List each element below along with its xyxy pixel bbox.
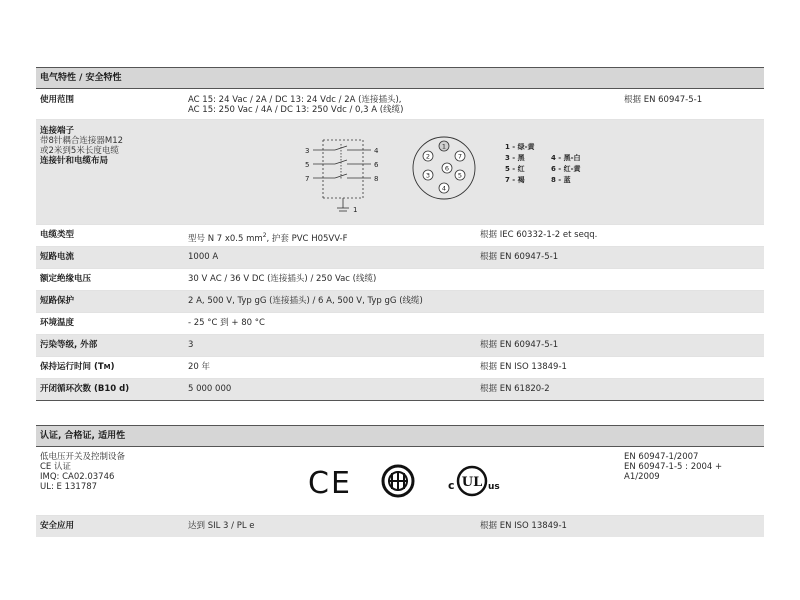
pin-number-3: 3 <box>425 171 431 180</box>
row-value-usage <box>188 95 403 115</box>
row-label-short-current: 短路电流 <box>40 252 75 262</box>
legend-pin-5: 5 - 红 <box>505 165 525 173</box>
cable-value-sup: 2 <box>262 232 267 239</box>
row-label-mission-time <box>40 357 115 378</box>
cert-logos <box>304 459 524 503</box>
mission-label-end: ) <box>110 362 115 372</box>
row-label-cycles: 开闭循环次数 (B10 d) <box>40 384 130 394</box>
certs-std-2: EN 60947-1-5 : 2004 + <box>624 462 723 472</box>
certs-std-3: A1/2009 <box>624 472 660 482</box>
usage-line-2: AC 15: 250 Vac / 4A / DC 13: 250 Vdc / 0,3 A (线缆) <box>188 105 404 115</box>
circuit-label-4: 4 <box>374 147 379 155</box>
certs-line-4: UL: E 131787 <box>40 482 98 492</box>
row-standard-short-current: 根据 EN 60947-5-1 <box>480 252 559 262</box>
certs-std-1: EN 60947-1/2007 <box>624 452 699 462</box>
circuit-label-5: 5 <box>305 161 310 169</box>
row-label-safety: 安全应用 <box>40 521 75 531</box>
wiring-diagram <box>301 128 601 214</box>
circuit-label-6: 6 <box>374 161 379 169</box>
table-row-short-protect <box>36 291 764 313</box>
row-label-short-protect: 短路保护 <box>40 296 75 306</box>
certifications-table <box>36 425 764 537</box>
row-standard-cable: 根据 IEC 60332-1-2 et seqq. <box>480 230 598 240</box>
row-value-safety: 达到 SIL 3 / PL e <box>188 521 255 531</box>
table-row-certs-info <box>36 447 764 516</box>
row-label-pollution: 污染等级, 外部 <box>40 340 98 350</box>
certs-line-2: CE 认证 <box>40 462 72 472</box>
row-value-short-protect: 2 A, 500 V, Typ gG (连接插头) / 6 A, 500 V, Typ gG (线缆) <box>188 296 423 306</box>
usage-line-1: AC 15: 24 Vac / 2A / DC 13: 24 Vdc / 2A (连接插头), <box>188 95 402 105</box>
row-value-pollution: 3 <box>188 340 194 350</box>
electrical-safety-table <box>36 67 764 401</box>
terminals-label-2: 连接针和电缆布局 <box>40 156 109 166</box>
pin-number-6: 6 <box>444 164 450 173</box>
ul-logo-us: us <box>488 482 500 492</box>
certs-info-text <box>40 452 125 492</box>
row-standard-safety: 根据 EN ISO 13849-1 <box>480 521 567 531</box>
mission-label-sub: M <box>103 363 111 371</box>
terminals-sub-2: 或2米到5米长度电缆 <box>40 146 119 156</box>
row-standard-pollution: 根据 EN 60947-5-1 <box>480 340 559 350</box>
ce-mark-logo: CE <box>308 466 352 501</box>
circuit-label-8: 8 <box>374 175 379 183</box>
row-label-insulation: 额定绝缘电压 <box>40 274 92 284</box>
circuit-label-3: 3 <box>305 147 310 155</box>
table-row-cable <box>36 225 764 247</box>
table-row-safety <box>36 516 764 537</box>
cul-us-mark-logo <box>448 467 500 495</box>
table-row-pollution <box>36 335 764 357</box>
terminals-sub-1: 带8针耦合连接器M12 <box>40 136 124 146</box>
row-standard-mission-time: 根据 EN ISO 13849-1 <box>480 362 567 372</box>
legend-pin-7: 7 - 褐 <box>505 176 525 184</box>
row-label-cable: 电缆类型 <box>40 230 75 240</box>
row-value-env-temp: - 25 °C 到 + 80 °C <box>188 318 265 328</box>
row-value-insulation: 30 V AC / 36 V DC (连接插头) / 250 Vac (线缆) <box>188 274 377 284</box>
table-row-insulation <box>36 269 764 291</box>
row-label-usage: 使用范围 <box>40 95 75 105</box>
row-standard-cycles: 根据 EN 61820-2 <box>480 384 550 394</box>
certs-line-3: IMQ: CA02.03746 <box>40 472 115 482</box>
row-value-short-current: 1000 A <box>188 252 219 262</box>
row-standard-usage: 根据 EN 60947-5-1 <box>624 95 703 105</box>
legend-pin-3: 3 - 黑 <box>505 154 525 162</box>
mission-label-text: 保持运行时间 (T <box>40 362 104 372</box>
legend-pin-4: 4 - 黑-白 <box>551 154 581 162</box>
section-title-certs: 认证, 合格证, 适用性 <box>36 425 764 447</box>
table-row-terminals <box>36 120 764 225</box>
pin-number-7: 7 <box>457 152 463 161</box>
pin-number-5: 5 <box>457 171 463 180</box>
legend-pin-6: 6 - 红-黄 <box>551 165 581 173</box>
cable-value-pre: 型号 N 7 x0.5 mm <box>188 233 263 244</box>
pin-number-4: 4 <box>441 184 447 193</box>
circuit-label-7: 7 <box>305 175 310 183</box>
table-row-short-current <box>36 247 764 269</box>
row-value-mission-time: 20 年 <box>188 362 211 372</box>
ul-logo-ul: UL <box>461 475 483 490</box>
switch-circuit-symbol <box>313 140 371 211</box>
ul-logo-c: c <box>448 479 455 492</box>
circuit-label-1: 1 <box>353 206 358 214</box>
section-title-electrical: 电气特性 / 安全特性 <box>36 67 764 89</box>
row-value-cycles: 5 000 000 <box>188 384 232 394</box>
terminals-label: 连接端子 <box>40 126 75 136</box>
table-row-cycles <box>36 379 764 400</box>
table-row-mission-time <box>36 357 764 379</box>
row-label-terminals <box>40 126 123 166</box>
legend-pin-1: 1 - 绿-黄 <box>505 143 535 151</box>
certs-line-1: 低电压开关及控制设备 <box>40 452 126 462</box>
table-row-usage <box>36 89 764 120</box>
pin-number-2: 2 <box>425 152 431 161</box>
row-label-env-temp: 环境温度 <box>40 318 75 328</box>
cable-value-post: , 护套 PVC H05VV-F <box>266 233 348 244</box>
legend-pin-8: 8 - 蓝 <box>551 176 571 184</box>
imq-mark-logo <box>383 466 413 496</box>
pin-number-1: 1 <box>441 142 447 151</box>
table-row-env-temp <box>36 313 764 335</box>
certs-standards <box>624 452 722 482</box>
